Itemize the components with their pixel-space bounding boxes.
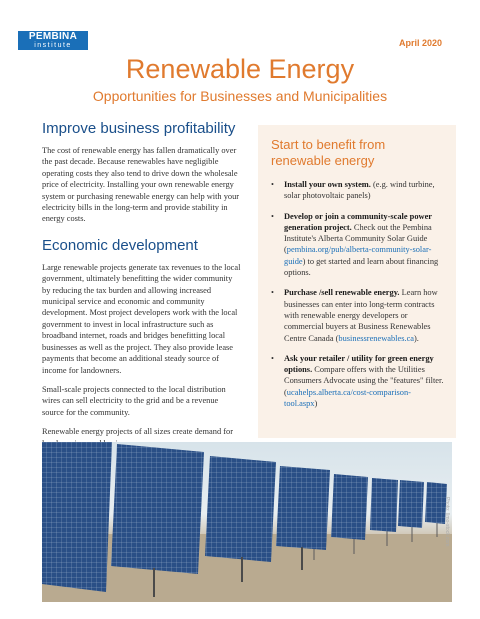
page-subtitle: Opportunities for Businesses and Municipalities: [92, 88, 388, 104]
item-bold: Develop or join a community-scale power generation project.: [284, 211, 432, 232]
item-text: ): [314, 399, 318, 409]
pembina-logo: [18, 31, 88, 50]
section-heading-profitability: Improve business profitability: [42, 120, 236, 137]
item-text: (e.g. wind turbine, solar photovoltaic panels): [284, 180, 435, 201]
item-text: Learn how businesses can enter into long-term contracts with renewable energy developers or commercial buyers at Business Renewables Centre Canada (: [284, 288, 438, 343]
solar-panel: [205, 456, 276, 562]
solar-panels-photo: [42, 442, 452, 602]
item-text: Check out the Pembina Institute's Alberta Community Solar Guide (: [284, 222, 432, 255]
uca-comparison-link[interactable]: ucahelps.alberta.ca/cost-comparison-tool.aspx: [284, 387, 411, 409]
solar-panels-illustration: [42, 442, 452, 602]
bullet-icon: •: [271, 211, 274, 221]
bullet-icon: •: [271, 353, 274, 363]
list-item: [271, 353, 444, 409]
item-bold: Purchase /sell renewable energy.: [284, 288, 400, 298]
item-bold: Ask your retailer / utility for green energy options.: [284, 353, 434, 375]
item-text: Compare offers with the Utilities Consumers Advocate using the "features" filter. (: [284, 365, 444, 397]
photo-credit: Photo: Ilmo-stock.com: [444, 497, 450, 547]
paragraph: Small-scale projects connected to the local distribution wires can sell electricity to the grid and be a revenue source for the community.: [42, 384, 226, 417]
bullet-icon: •: [271, 180, 274, 189]
solar-panel: [370, 478, 398, 532]
sidebar-box: [258, 125, 456, 438]
item-text: ) to get started and learn about financing options.: [284, 256, 439, 278]
section-heading-economic-development: Economic development: [42, 236, 198, 254]
paragraph: Renewable energy projects of all sizes create demand for: [42, 427, 233, 437]
publication-date: April 2020: [398, 38, 442, 48]
logo-line-2: institute: [34, 42, 72, 49]
list-item: [271, 287, 444, 343]
sidebar-list: [271, 179, 444, 409]
item-bold: Install your own system.: [284, 180, 371, 189]
paragraph: The cost of renewable energy has fallen dramatically over the past decade. Because renewables have negligible operating costs they also tend to drive down the wholesale price of electricity. Installing your own renewable energy system or purchasing renewable energy can help with your electricity bills in the long-term and provide stability in energy costs.: [42, 146, 240, 224]
business-renewables-link[interactable]: businessrenewables.ca: [338, 333, 415, 343]
logo-line-1: PEMBINA: [28, 31, 78, 42]
bullet-icon: •: [271, 288, 274, 298]
paragraph: Large renewable projects generate tax revenues to the local government, ultimately benefitting the wider community by reducing the tax burden and allowing increased municipal service and economic and community development. Most project developers work with the local government to invest in local infrastructure such as broadband internet, roads and bridges benefitting local businesses as well as the project. They also provide lease payments that become an additional steady source of income for landowners.: [42, 262, 241, 375]
solar-panel: [398, 480, 424, 528]
solar-panel: [331, 474, 368, 540]
page-title: Renewable Energy: [125, 54, 355, 84]
main-column: [42, 120, 242, 457]
list-item: [271, 179, 444, 202]
list-item: [271, 211, 444, 279]
item-text: ).: [414, 333, 419, 343]
solar-panel: [42, 442, 112, 592]
solar-panel: [111, 444, 204, 574]
sidebar-title: Start to benefit from renewable energy: [271, 137, 386, 168]
solar-panel: [276, 466, 330, 550]
solar-guide-link[interactable]: pembina.org/pub/alberta-community-solar-guide: [284, 245, 432, 266]
